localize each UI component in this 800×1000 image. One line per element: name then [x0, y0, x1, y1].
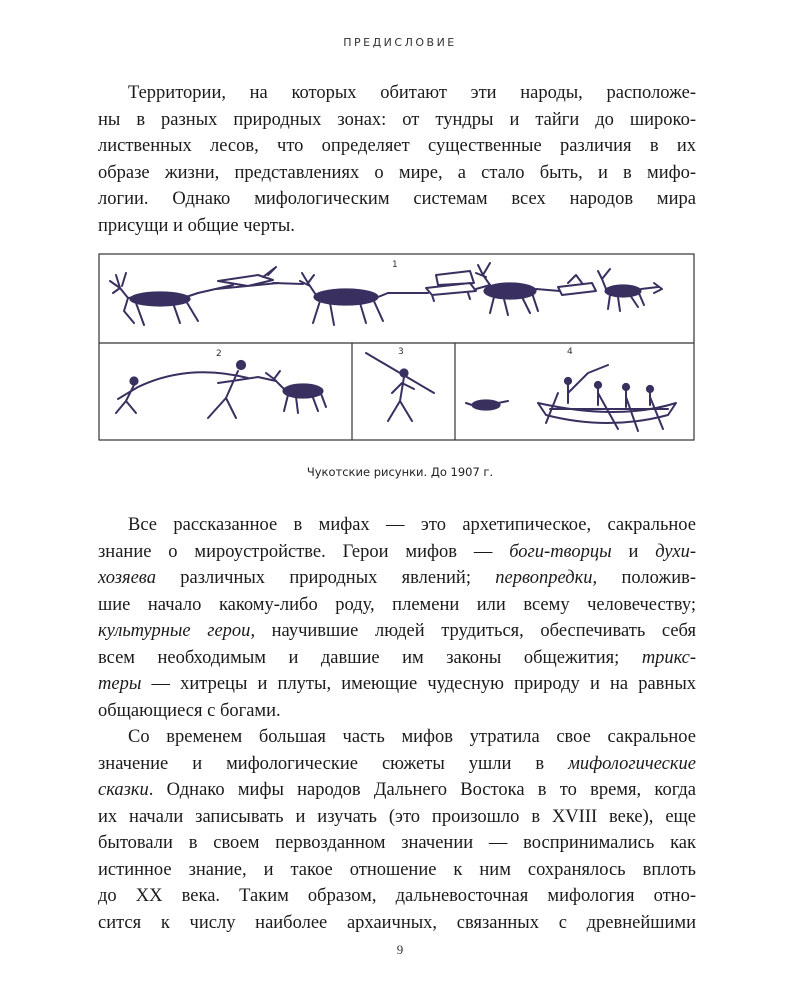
figure-illustration — [98, 253, 696, 441]
text-line: ны в разных природных зонах: от тундры и тайги до широко- — [98, 109, 696, 130]
text-line: их начали записывать и изучать (это произошло в XVIII веке), еще — [98, 806, 696, 827]
chukchi-drawings-figure — [98, 253, 696, 441]
figure-caption: Чукотские рисунки. До 1907 г. — [306, 465, 494, 479]
text-line: Со временем большая часть мифов утратила свое сакральное — [128, 727, 696, 747]
text-line: присущи и общие черты. — [98, 215, 295, 236]
paragraph-heroes — [98, 512, 696, 724]
text-line: сказки. Однако мифы народов Дальнего Востока в то время, когда — [98, 780, 696, 800]
paragraph-evolution — [98, 724, 696, 936]
paragraph-intro — [98, 80, 696, 239]
running-header: ПРЕДИСЛОВИЕ — [343, 36, 457, 49]
text-line: шие начало какому-либо роду, племени или всему человечеству; — [98, 594, 696, 615]
text-line: теры — хитрецы и плуты, имеющие чудесную природу и на равных — [98, 674, 696, 694]
text-line: до XX века. Таким образом, дальневосточная мифология отно- — [98, 886, 696, 906]
text-line: лиственных лесов, что определяет существенные различия в их — [98, 136, 696, 156]
text-line: Все рассказанное в мифах — это архетипическое, сакральное — [128, 515, 696, 535]
panel-number: 4 — [567, 347, 573, 357]
panel-number: 1 — [392, 260, 398, 270]
panel-number: 3 — [398, 347, 404, 357]
panel-4-boat-hunt — [466, 365, 676, 431]
text-line: образе жизни, представлениях о мире, а стало быть, и в мифо- — [98, 162, 696, 183]
text-line: всем необходимым и давшие им законы общежития; трикс- — [98, 647, 696, 668]
text-line: знание о мироустройстве. Герои мифов — боги-творцы и духи- — [98, 541, 696, 562]
text-line: сится к числу наиболее архаичных, связанных с древнейшими — [98, 912, 696, 933]
page-number: 9 — [396, 942, 404, 957]
text-line: бытовали в своем первозданном значении — воспринимались как — [98, 833, 696, 853]
text-line: хозяева различных природных явлений; первопредки, положив- — [98, 568, 696, 588]
panel-2-lasso-hunt — [116, 361, 326, 419]
text-line: Территории, на которых обитают эти народы, расположе- — [128, 83, 696, 103]
panel-1-reindeer-caravan — [110, 263, 662, 325]
panel-number: 2 — [216, 349, 222, 359]
text-line: значение и мифологические сюжеты ушли в мифологические — [98, 753, 696, 774]
text-line: логии. Однако мифологическим системам всех народов мира — [98, 189, 696, 209]
panel-3-spear-thrower — [366, 353, 434, 421]
text-line: истинное знание, и такое отношение к ним сохранялось вплоть — [98, 859, 696, 880]
text-line: общающиеся с богами. — [98, 700, 281, 721]
text-line: культурные герои, научившие людей трудиться, обеспечивать себя — [98, 621, 697, 641]
